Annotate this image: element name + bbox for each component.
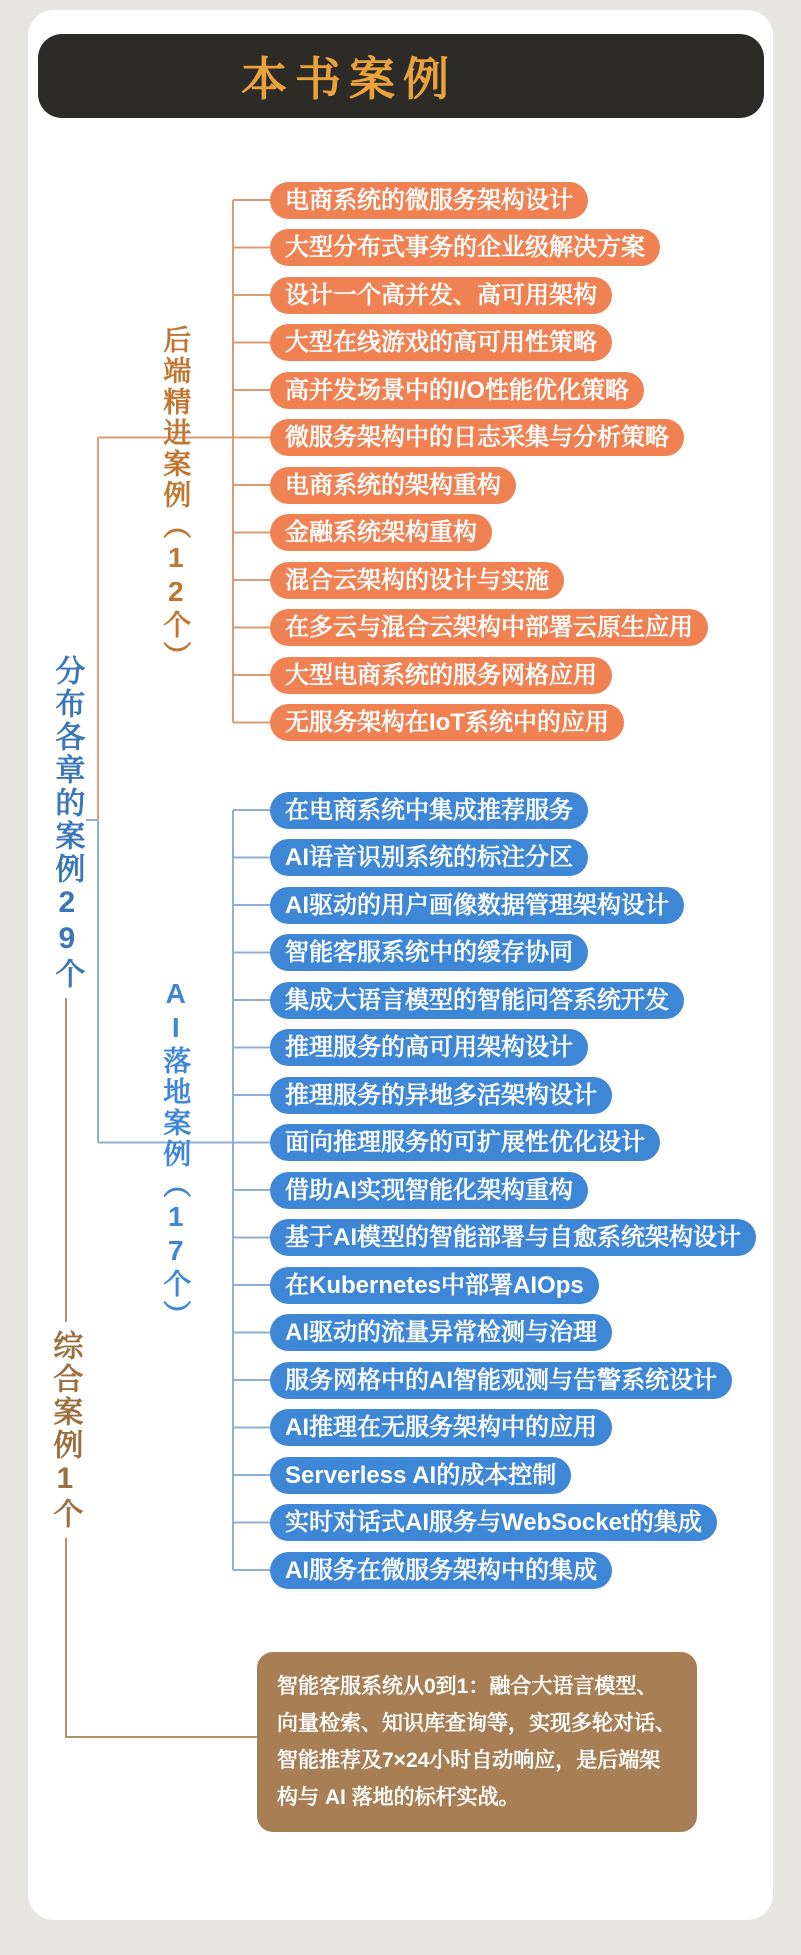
case-node-backend: 高并发场景中的I/O性能优化策略 xyxy=(270,372,644,409)
case-node-backend: 设计一个高并发、高可用架构 xyxy=(270,277,612,314)
case-node-ai: 集成大语言模型的智能问答系统开发 xyxy=(270,982,684,1019)
case-node-backend: 大型电商系统的服务网格应用 xyxy=(270,657,612,694)
case-node-ai: 智能客服系统中的缓存协同 xyxy=(270,934,588,971)
case-node-ai: Serverless AI的成本控制 xyxy=(270,1457,571,1494)
comprehensive-case-node: 智能客服系统从0到1：融合大语言模型、向量检索、知识库查询等，实现多轮对话、智能推荐及7×24小时自动响应，是后端架构与 AI 落地的标杆实战。 xyxy=(257,1652,697,1832)
case-node-ai: AI驱动的用户画像数据管理架构设计 xyxy=(270,887,684,924)
case-node-ai: AI语音识别系统的标注分区 xyxy=(270,839,588,876)
branch-label-comprehensive: 综合案例1个 xyxy=(48,1330,82,1531)
case-node-ai: 借助AI实现智能化架构重构 xyxy=(270,1172,588,1209)
case-node-backend: 无服务架构在IoT系统中的应用 xyxy=(270,704,624,741)
case-node-backend: 大型在线游戏的高可用性策略 xyxy=(270,324,612,361)
case-node-backend: 在多云与混合云架构中部署云原生应用 xyxy=(270,609,708,646)
branch-label-backend: 后端精进案例（12个） xyxy=(160,325,192,672)
case-node-ai: AI驱动的流量异常检测与治理 xyxy=(270,1314,612,1351)
case-node-ai: 面向推理服务的可扩展性优化设计 xyxy=(270,1124,660,1161)
case-node-ai: 在电商系统中集成推荐服务 xyxy=(270,792,588,829)
root-node-label: 分布各章的案例29个 xyxy=(50,655,84,991)
case-node-backend: 大型分布式事务的企业级解决方案 xyxy=(270,229,660,266)
page-title: 本书案例 xyxy=(241,53,457,105)
case-node-backend: 电商系统的微服务架构设计 xyxy=(270,182,588,219)
case-node-ai: AI推理在无服务架构中的应用 xyxy=(270,1409,612,1446)
case-node-ai: 推理服务的高可用架构设计 xyxy=(270,1029,588,1066)
branch-label-ai: AI落地案例（17个） xyxy=(160,978,192,1331)
case-node-ai: 实时对话式AI服务与WebSocket的集成 xyxy=(270,1504,717,1541)
title-banner xyxy=(38,34,764,118)
case-node-ai: 在Kubernetes中部署AIOps xyxy=(270,1267,599,1304)
case-node-backend: 混合云架构的设计与实施 xyxy=(270,562,564,599)
case-node-ai: 服务网格中的AI智能观测与告警系统设计 xyxy=(270,1362,732,1399)
case-node-backend: 微服务架构中的日志采集与分析策略 xyxy=(270,419,684,456)
case-node-backend: 金融系统架构重构 xyxy=(270,514,492,551)
case-node-ai: 推理服务的异地多活架构设计 xyxy=(270,1077,612,1114)
case-node-ai: AI服务在微服务架构中的集成 xyxy=(270,1552,612,1589)
case-node-backend: 电商系统的架构重构 xyxy=(270,467,516,504)
case-node-ai: 基于AI模型的智能部署与自愈系统架构设计 xyxy=(270,1219,756,1256)
